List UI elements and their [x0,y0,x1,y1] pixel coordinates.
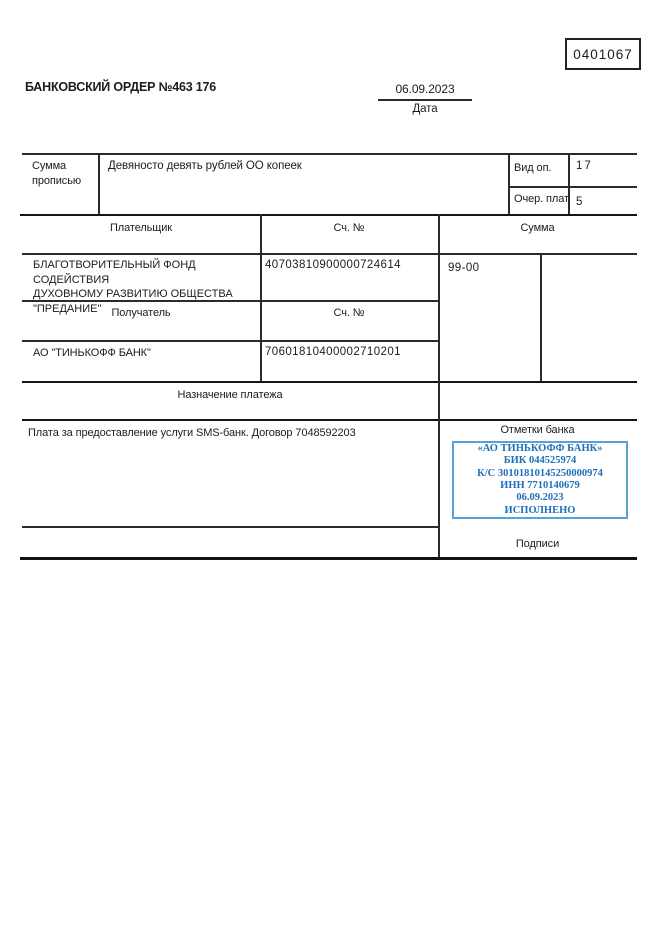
payer-name-line-3: "ПРЕДАНИЕ" [33,302,102,315]
table2-bottom-line [20,557,637,560]
recipient-column-header: Получатель [111,307,171,319]
payer-account-header: Сч. № [333,222,365,234]
recipient-account-header: Сч. № [333,307,365,319]
form-code: 0401067 [573,46,633,62]
amount-in-words-label: Сумма прописью [32,160,81,187]
table2-top-line [20,214,637,216]
stamp-bik: БИК 044525974 [503,455,577,467]
payer-account-number: 40703810900000724614 [265,259,401,271]
stamp-inn: ИНН 7710140679 [500,480,580,491]
recipient-name: АО "ТИНЬКОФФ БАНК" [33,347,151,359]
bank-execution-stamp [452,441,628,519]
amount-in-words-value: Девяносто девять рублей ОО копеек [108,160,302,172]
sum-column-divider [438,214,440,557]
priority-label: Очер. плат. [514,193,571,205]
stamp-date: 06.09.2023 [516,492,564,504]
purpose-value: Плата за предоставление услуги SMS-банк. Договор 7048592203 [28,427,356,439]
optype-priority-divider [508,186,637,188]
header-row-line [22,253,637,255]
purpose-top-line [22,381,637,383]
optype-value-divider [568,153,570,215]
sum-subcolumn-divider [540,253,542,381]
op-type-label: Вид оп. [514,162,552,174]
sum-column-header: Сумма [520,222,555,234]
recipient-header-line [22,340,438,342]
payer-name-line-1: БЛАГОТВОРИТЕЛЬНЫЙ ФОНД СОДЕЙСТВИЯ [33,259,196,286]
payer-column-header: Плательщик [109,222,173,234]
stamp-status: ИСПОЛНЕНО [504,504,576,516]
signatures-label: Подписи [515,538,560,550]
purpose-header: Назначение платежа [177,389,283,401]
table1-top-line [22,153,637,155]
date-underline [378,99,472,101]
date-value: 06.09.2023 [395,82,455,96]
stamp-bank-name: «АО ТИНЬКОФФ БАНК» [477,443,603,455]
sum-value: 99-00 [448,262,480,274]
priority-value: 5 [576,196,583,208]
bank-marks-header: Отметки банка [500,424,575,436]
stamp-corr-account: К/С 30101810145250000974 [477,467,603,479]
purpose-header-line [22,419,637,421]
amount-label-divider [98,153,100,215]
form-code-box [565,38,641,70]
payer-name-line-2: ДУХОВНОМУ РАЗВИТИЮ ОБЩЕСТВА [33,288,233,301]
recipient-account-number: 70601810400002710201 [265,346,401,358]
optype-left-divider [508,153,510,215]
purpose-bottom-line [22,526,438,528]
document-title: БАНКОВСКИЙ ОРДЕР №463 176 [25,80,217,94]
op-type-value: 17 [576,160,593,172]
date-label: Дата [412,103,438,115]
